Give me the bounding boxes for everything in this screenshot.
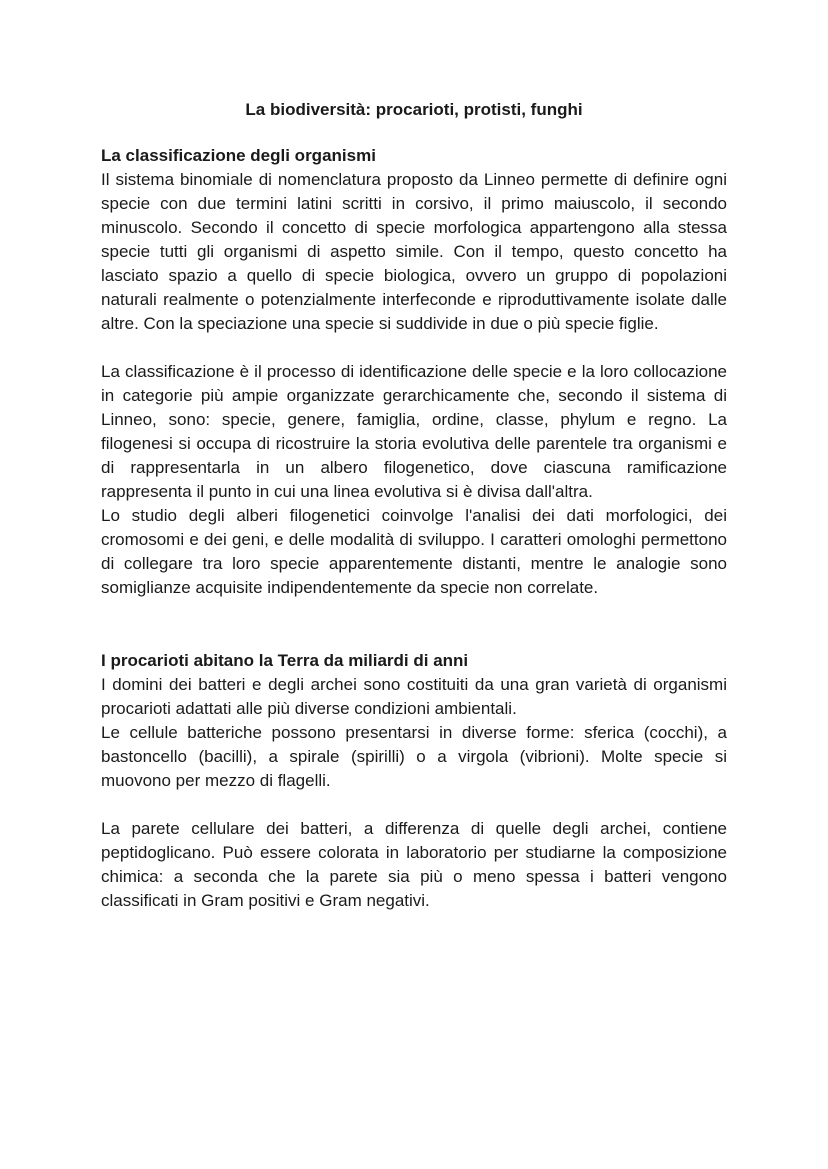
section-gap <box>101 600 727 649</box>
paragraph-gap <box>101 793 727 817</box>
paragraph-gap <box>101 336 727 360</box>
section-heading: La classificazione degli organismi <box>101 146 376 165</box>
section-heading: I procarioti abitano la Terra da miliardi di anni <box>101 651 469 670</box>
document-page <box>101 98 727 913</box>
document-title: La biodiversità: procarioti, protisti, funghi <box>245 100 583 119</box>
paragraph: La classificazione è il processo di identificazione delle specie e la loro collocazione in categorie più ampie organizzate gerarchicamente che, secondo il sistema di Linneo, sono: specie, genere, famiglia, ordine, classe, phylum e regno. La filogenesi si occupa di ricostruire la storia evolutiva delle parentele tra organismi e di rappresentarla in un albero filogenetico, dove ciascuna ramificazione rappresenta il punto in cui una linea evolutiva si è divisa dall'altra. <box>101 362 727 501</box>
paragraph: La parete cellulare dei batteri, a differenza di quelle degli archei, contiene peptidoglicano. Può essere colorata in laboratorio per studiarne la composizione chimica: a seconda che la parete sia più o meno spessa i batteri vengono classificati in Gram positivi e Gram negativi. <box>101 819 727 910</box>
section-procarioti <box>101 649 727 913</box>
paragraph: Il sistema binomiale di nomenclatura proposto da Linneo permette di definire ogni specie con due termini latini scritti in corsivo, il primo maiuscolo, il secondo minuscolo. Secondo il concetto di specie morfologica appartengono alla stessa specie tutti gli organismi di aspetto simile. Con il tempo, questo concetto ha lasciato spazio a quello di specie biologica, ovvero un gruppo di popolazioni naturali realmente o potenzialmente interfeconde e riproduttivamente isolate dalle altre. Con la speciazione una specie si suddivide in due o più specie figlie. <box>101 170 727 333</box>
section-classificazione <box>101 144 727 600</box>
paragraph: Le cellule batteriche possono presentarsi in diverse forme: sferica (cocchi), a bastoncello (bacilli), a spirale (spirilli) o a virgola (vibrioni). Molte specie si muovono per mezzo di flagelli. <box>101 723 727 790</box>
paragraph: I domini dei batteri e degli archei sono costituiti da una gran varietà di organismi procarioti adattati alle più diverse condizioni ambientali. <box>101 675 727 718</box>
paragraph: Lo studio degli alberi filogenetici coinvolge l'analisi dei dati morfologici, dei cromosomi e dei geni, e delle modalità di sviluppo. I caratteri omologhi permettono di collegare tra loro specie apparentemente distanti, mentre le analogie sono somiglianze acquisite indipendentemente da specie non correlate. <box>101 506 727 597</box>
